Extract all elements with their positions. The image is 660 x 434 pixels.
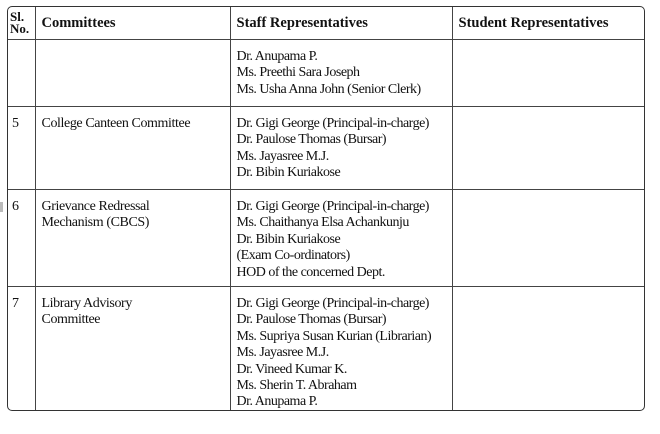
committee-table — [8, 7, 644, 411]
staff-member: Ms. Preethi Sara Joseph — [236, 65, 360, 81]
row-staff — [230, 287, 452, 412]
staff-member: (Exam Co-ordinators) — [236, 248, 350, 264]
row-staff — [230, 40, 452, 107]
header-committees: Committees — [35, 7, 230, 40]
row-number: 6 — [8, 190, 35, 287]
staff-member: Ms. Sherin T. Abraham — [236, 378, 357, 394]
staff-member: Dr. Paulose Thomas (Bursar) — [236, 312, 387, 328]
staff-member: Dr. Anupama P. — [236, 49, 318, 64]
staff-member: Ms. Usha Anna John (Senior Clerk) — [236, 81, 421, 97]
staff-member: Dr. Anupama P. — [236, 394, 318, 410]
row-students — [452, 40, 644, 107]
page-edge-mark — [0, 202, 3, 212]
staff-member: Ms. Jayasree M.J. — [236, 148, 329, 164]
header-slno-line1: Sl. — [10, 9, 25, 24]
table-row — [8, 287, 644, 412]
committee-line: Committee — [41, 312, 101, 328]
staff-member: Dr. Bibin Kuriakose — [236, 231, 341, 247]
committee-line: Library Advisory — [41, 296, 132, 311]
committee-line: Mechanism (CBCS) — [41, 215, 150, 231]
row-number: 5 — [8, 107, 35, 190]
staff-member: Dr. Bibin Kuriakose — [236, 165, 341, 181]
table-row — [8, 190, 644, 287]
header-slno — [8, 7, 35, 40]
committee-table-frame — [7, 6, 645, 411]
staff-member: Ms. Chaithanya Elsa Achankunju — [236, 215, 409, 231]
committee-line: Grievance Redressal — [41, 199, 150, 214]
staff-member: Dr. Gigi George (Principal-in-charge) — [236, 296, 429, 311]
staff-member: Dr. Gigi George (Principal-in-charge) — [236, 199, 429, 214]
table-header-row — [8, 7, 644, 40]
staff-member: Dr. Vineed Kumar K. — [236, 361, 347, 377]
table-row — [8, 107, 644, 190]
staff-member: HOD of the concerned Dept. — [236, 264, 385, 280]
row-students — [452, 287, 644, 412]
header-slno-line2: No. — [10, 21, 30, 36]
staff-member: Ms. Jayasree M.J. — [236, 345, 329, 361]
row-number: 7 — [8, 287, 35, 412]
row-number — [8, 40, 35, 107]
staff-member: Ms. Supriya Susan Kurian (Librarian) — [236, 328, 432, 344]
row-committee — [35, 40, 230, 107]
row-students — [452, 190, 644, 287]
header-staff-representatives: Staff Representatives — [230, 7, 452, 40]
row-committee — [35, 190, 230, 287]
header-student-representatives: Student Representatives — [452, 7, 644, 40]
row-staff — [230, 190, 452, 287]
row-staff — [230, 107, 452, 190]
row-committee: College Canteen Committee — [35, 107, 230, 190]
row-students — [452, 107, 644, 190]
staff-member: Dr. Gigi George (Principal-in-charge) — [236, 116, 429, 131]
table-row — [8, 40, 644, 107]
row-committee — [35, 287, 230, 412]
staff-member: Dr. Paulose Thomas (Bursar) — [236, 132, 387, 148]
